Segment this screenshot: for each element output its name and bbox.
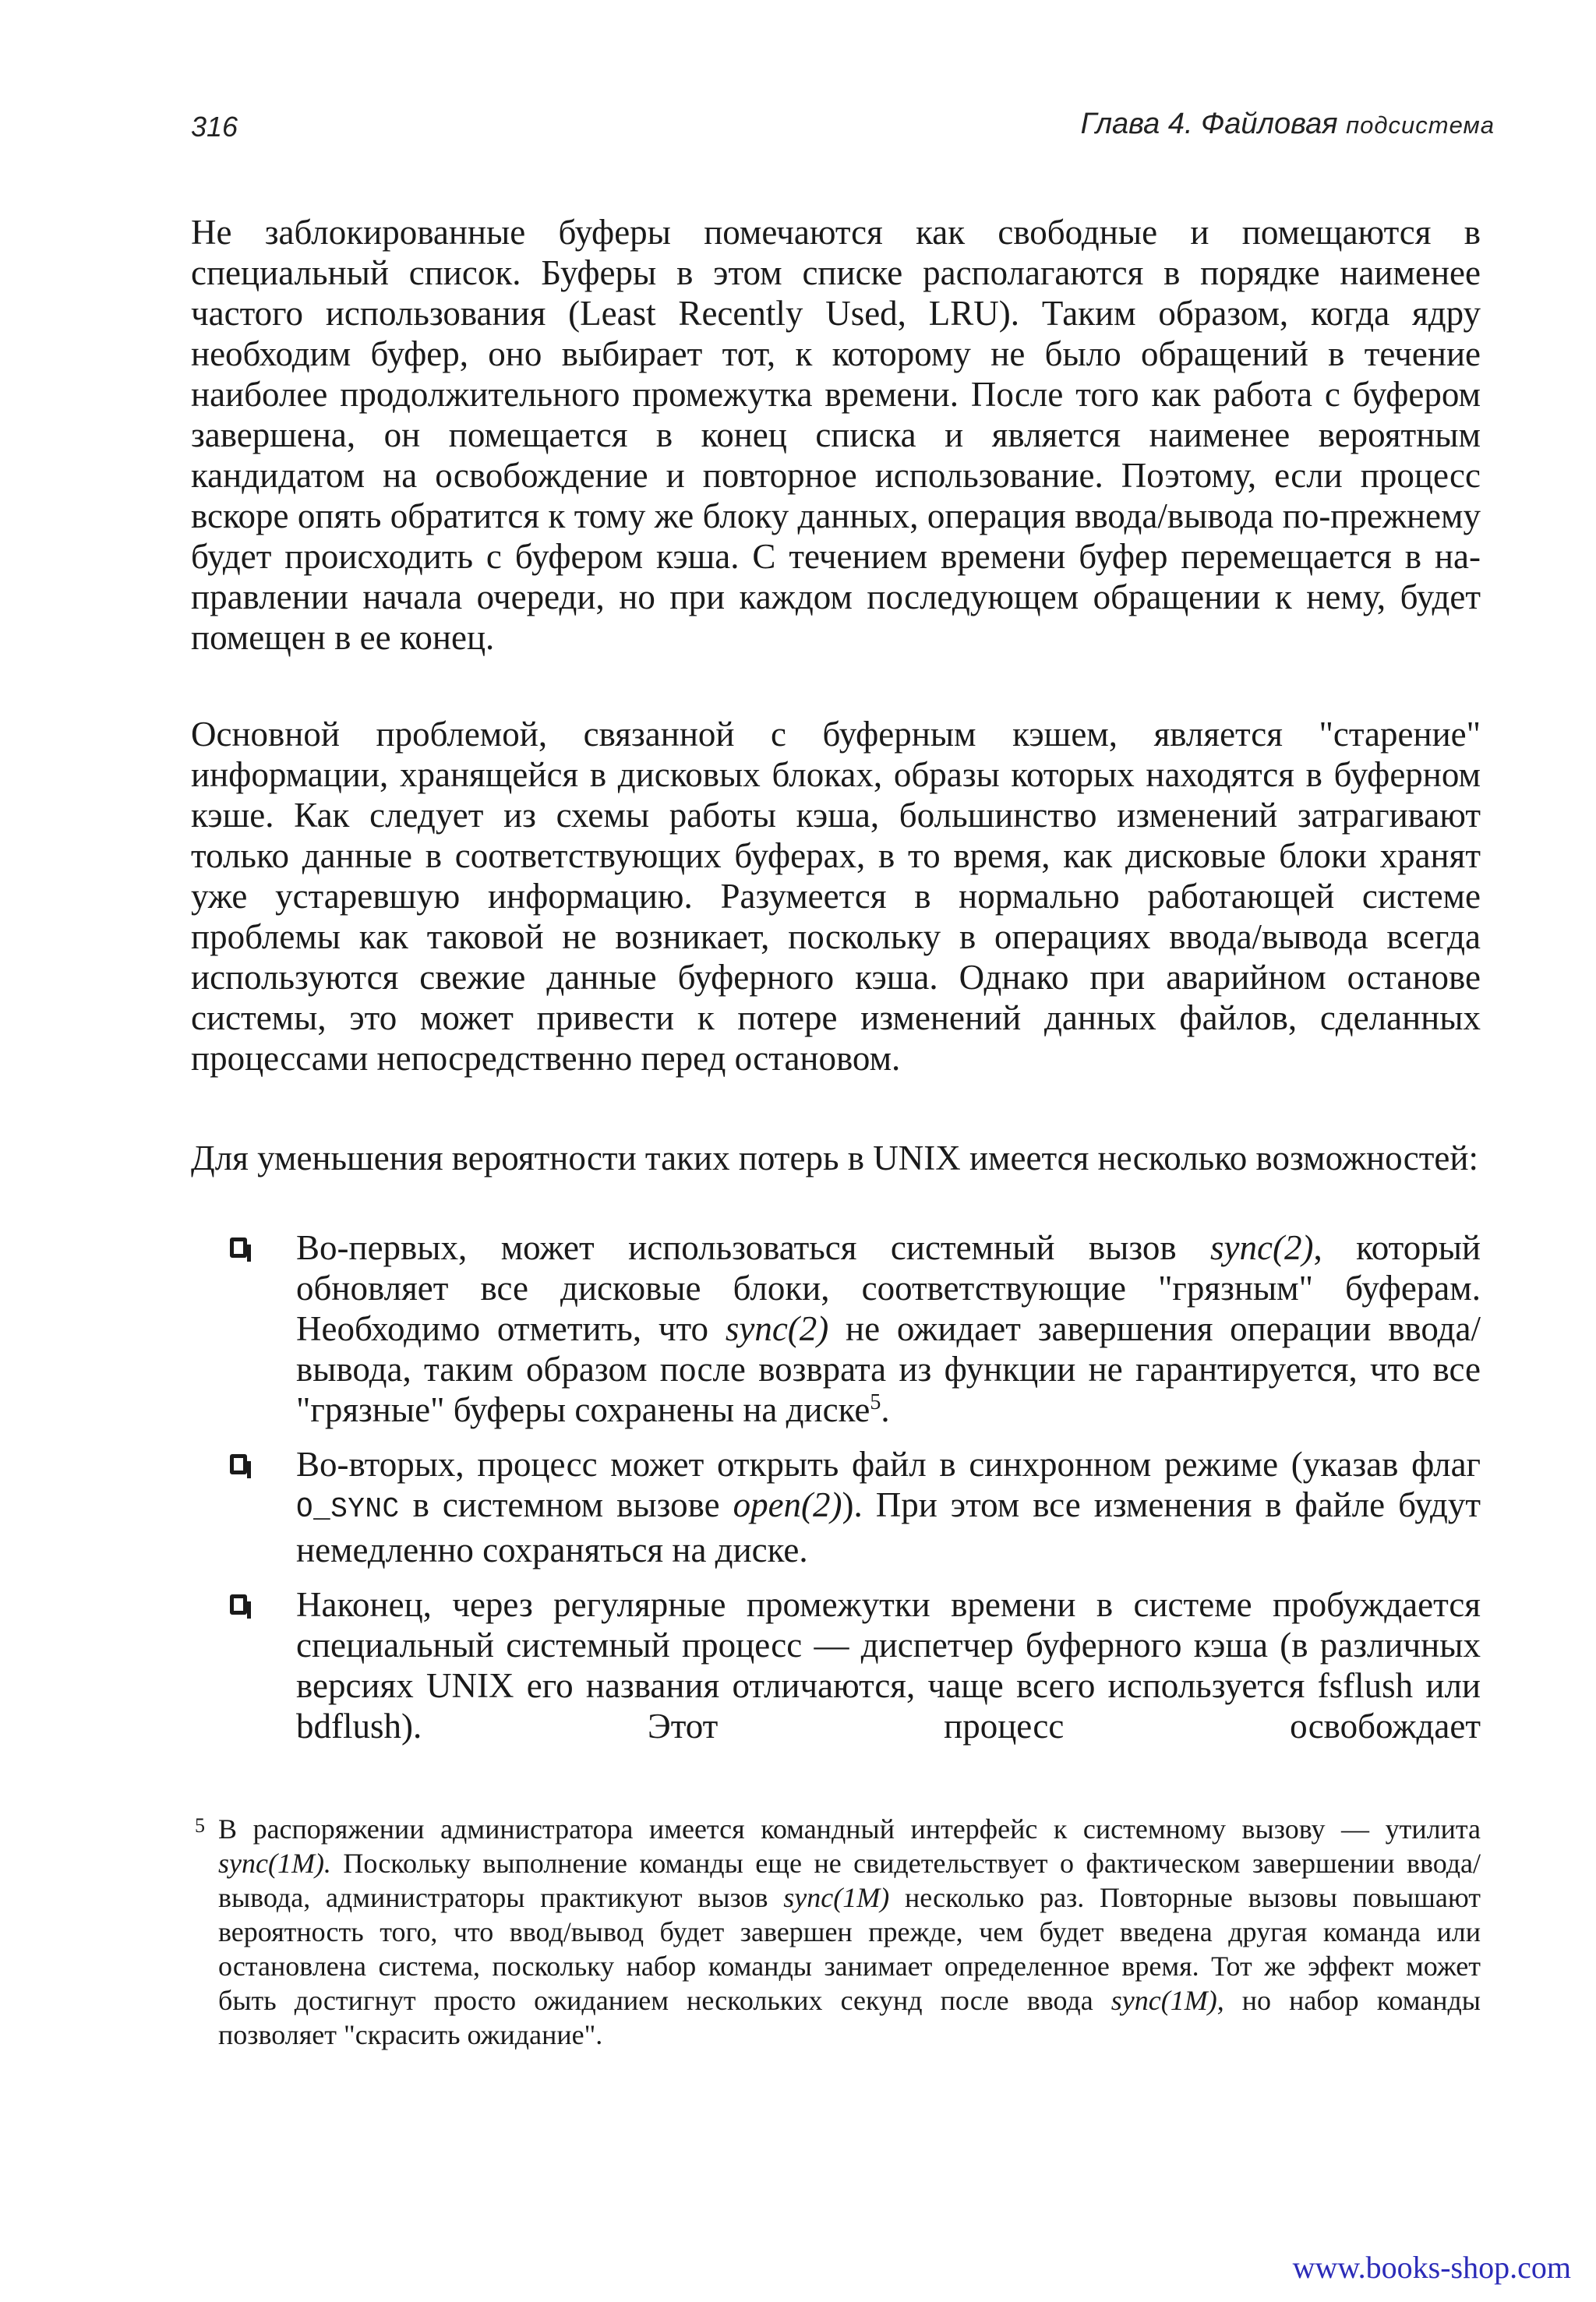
footnote (195, 1812, 1481, 2052)
list-item-text: Во-первых, может использоваться системный вызов (296, 1228, 1211, 1267)
list-item-text: ). При этом все изменения в файле будут немедленно сохраняться на диске. (296, 1485, 1481, 1569)
list-item-text: не ожидает завершения операции ввода/вывода, таким образом после возврата из функции не гарантируется, что все "грязные" буферы сохранены на диске (296, 1309, 1481, 1429)
paragraph-lru: Не заблокированные буферы помечаются как свободные и помещаются в специальный список. Буферы в этом списке располагаются в порядке наименее частого использования (Least Recently Used, LRU). Таким образом, когда ядру необходим буфер, оно выбирает тот, к которому не было обращений в течение наиболее продолжительного промежутка времени. После того как работа с буфером завершена, он помещается в конец списка и является наименее вероятным кандидатом на освобождение и повторное использование. Поэтому, если процесс вскоре опять обратится к тому же блоку данных, операция ввода/вывода по-прежнему будет происходить с буфером кэша. С течением времени буфер перемещается в направлении начала очереди, но при каждом последующем обращении к нему, будет помещен в ее конец. (191, 213, 1481, 657)
paragraph-intro-list: Для уменьшения вероятности таких потерь в UNIX имеется несколько возможностей: (191, 1139, 1478, 1177)
list-item-text: . (881, 1390, 890, 1429)
options-list (191, 1227, 1481, 1760)
utility-ref: sync(1M), (1110, 1985, 1224, 2016)
checkbox-bullet-icon (230, 1238, 247, 1258)
footnote-text: В распоряжении администратора имеется командный интерфейс к системному вызову — утилита (218, 1813, 1481, 1845)
list-item (191, 1444, 1481, 1570)
chapter-subtitle: подсистема (1346, 111, 1495, 139)
footnote-text: несколько раз. Повторные вызовы повышают вероятность того, что ввод/вывод будет завершен прежде, чем будет введена другая команда или остановлена система, поскольку набор команды занимает определенное время. Тот же эффект может быть достигнут просто ожиданием нескольких секунд после ввода (218, 1882, 1481, 2016)
checkbox-bullet-icon (230, 1454, 247, 1474)
utility-ref: sync(1M). (218, 1848, 331, 1879)
utility-ref: sync(1M) (783, 1882, 890, 1913)
watermark-link[interactable]: www.books-shop.com (1292, 2250, 1571, 2285)
paragraph-aging: Основной проблемой, связанной с буферным кэшем, является "старение" информации, хранящейся в дисковых блоках, образы которых находятся в буферном кэше. Как следует из схемы работы кэша, большинство изменений затрагивают только данные в соответствующих буферах, в то время, как дисковые блоки хранят уже устаревшую информацию. Разумеется в нормально работающей системе проблемы как таковой не возникает, поскольку в операциях ввода/вывода всегда используются свежие данные буферного кэша. Однако при аварийном останове системы, это может привести к потере изменений данных файлов, сделанных процессами непосредственно перед остановом. (191, 715, 1481, 1078)
list-item (191, 1227, 1481, 1430)
list-item-text: Наконец, через регулярные промежутки времени в системе пробуждается специальный системный процесс — диспетчер буферного кэша (в различных версиях UNIX его названия отличаются, чаще всего используется fsflush или bdflush). Этот процесс освобождает (296, 1585, 1481, 1746)
syscall-ref: sync(2) (1210, 1228, 1314, 1267)
chapter-title: Глава 4. Файловая (1080, 108, 1338, 140)
list-item-text: Во-вторых, процесс может открыть файл в синхронном режиме (указав флаг (296, 1445, 1481, 1484)
syscall-ref: sync(2) (725, 1309, 829, 1348)
flag-code: O_SYNC (296, 1493, 400, 1525)
page-number: 316 (191, 111, 238, 143)
footnote-ref: 5 (870, 1390, 881, 1414)
checkbox-bullet-icon (230, 1594, 247, 1615)
list-item (191, 1584, 1481, 1746)
footnote-text: но набор команды позволяет "скрасить ожидание". (218, 1985, 1481, 2050)
list-item-text: , который обновляет все дисковые блоки, соответствующие "грязным" буферам. Необходимо отметить, что (296, 1228, 1481, 1348)
syscall-ref: open(2) (733, 1485, 842, 1524)
footnote-marker: 5 (195, 1814, 205, 1837)
footnote-text: Поскольку выполнение команды еще не свидетельствует о фактическом завершении ввода/вывода, администраторы практикуют вызов (218, 1848, 1481, 1913)
running-head (1081, 108, 1495, 141)
list-item-text: в системном вызове (399, 1485, 733, 1524)
